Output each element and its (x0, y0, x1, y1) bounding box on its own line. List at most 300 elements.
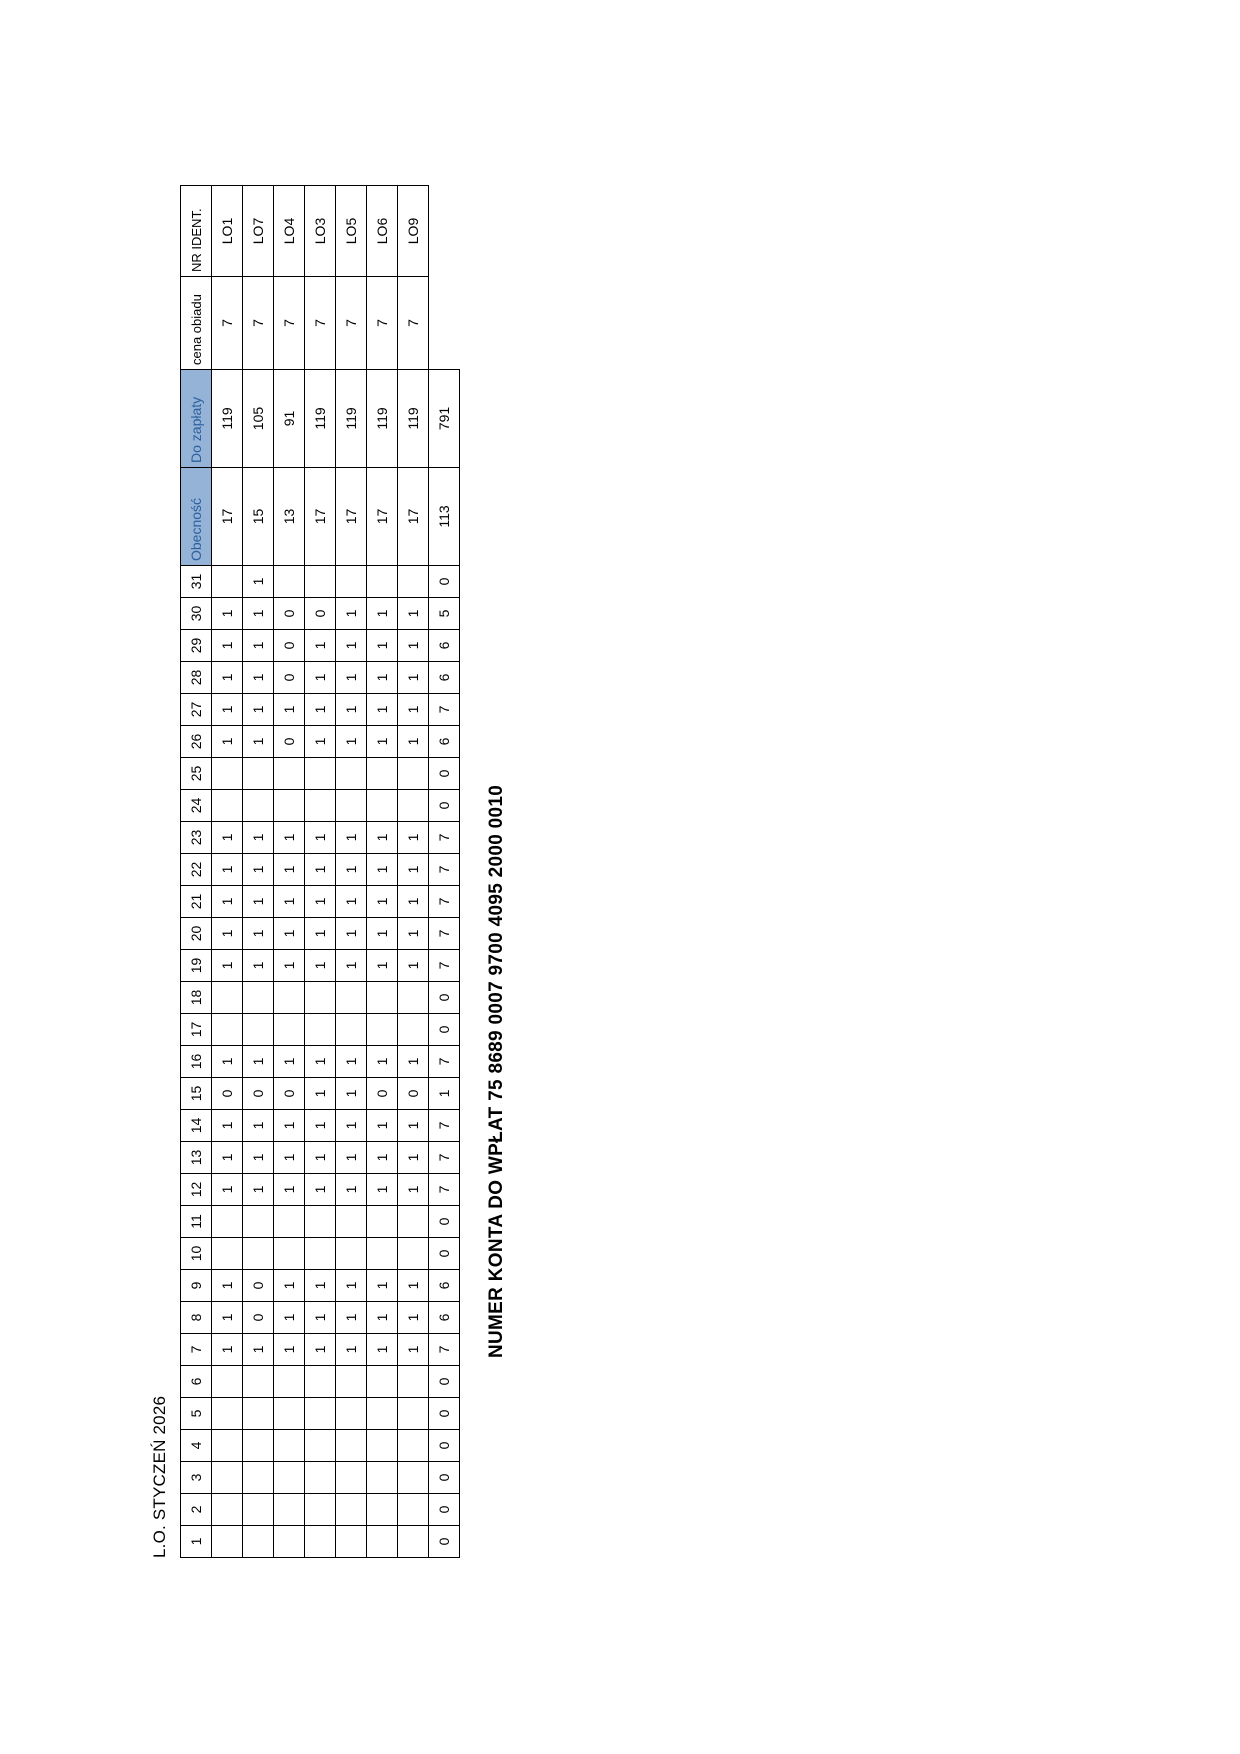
attendance-cell-r4-d11[interactable] (305, 1206, 336, 1238)
attendance-cell-r3-d30[interactable]: 0 (274, 598, 305, 630)
attendance-cell-r2-d18[interactable] (243, 982, 274, 1014)
attendance-cell-r1-d25[interactable] (212, 758, 243, 790)
attendance-cell-r5-d15[interactable]: 1 (336, 1078, 367, 1110)
attendance-cell-r5-d25[interactable] (336, 758, 367, 790)
attendance-cell-r7-d30[interactable]: 1 (398, 598, 429, 630)
attendance-cell-r2-d8[interactable]: 0 (243, 1302, 274, 1334)
attendance-cell-r6-d21[interactable]: 1 (367, 886, 398, 918)
total-day-3: 0 (429, 1462, 460, 1494)
attendance-cell-r4-d13[interactable]: 1 (305, 1142, 336, 1174)
day-header-31: 31 (181, 566, 212, 598)
attendance-cell-r2-d16[interactable]: 1 (243, 1046, 274, 1078)
attendance-cell-r7-d21[interactable]: 1 (398, 886, 429, 918)
attendance-cell-r1-d8[interactable]: 1 (212, 1302, 243, 1334)
attendance-cell-r1-d2[interactable] (212, 1494, 243, 1526)
attendance-cell-r6-d29[interactable]: 1 (367, 630, 398, 662)
attendance-cell-r7-d7[interactable]: 1 (398, 1334, 429, 1366)
attendance-cell-r4-d30[interactable]: 0 (305, 598, 336, 630)
attendance-cell-r4-d31[interactable] (305, 566, 336, 598)
attendance-cell-r7-d2[interactable] (398, 1494, 429, 1526)
attendance-cell-r2-d28[interactable]: 1 (243, 662, 274, 694)
attendance-cell-r3-d10[interactable] (274, 1238, 305, 1270)
attendance-cell-r7-d11[interactable] (398, 1206, 429, 1238)
attendance-cell-r6-d6[interactable] (367, 1366, 398, 1398)
attendance-cell-r5-d27[interactable]: 1 (336, 694, 367, 726)
attendance-cell-r5-d19[interactable]: 1 (336, 950, 367, 982)
attendance-cell-r7-d8[interactable]: 1 (398, 1302, 429, 1334)
attendance-cell-r4-d21[interactable]: 1 (305, 886, 336, 918)
attendance-cell-r4-d7[interactable]: 1 (305, 1334, 336, 1366)
attendance-cell-r3-d23[interactable]: 1 (274, 822, 305, 854)
attendance-cell-r3-d22[interactable]: 1 (274, 854, 305, 886)
attendance-cell-r4-d8[interactable]: 1 (305, 1302, 336, 1334)
attendance-cell-r7-d18[interactable] (398, 982, 429, 1014)
attendance-cell-r2-d23[interactable]: 1 (243, 822, 274, 854)
attendance-cell-r3-d29[interactable]: 0 (274, 630, 305, 662)
attendance-cell-r4-d17[interactable] (305, 1014, 336, 1046)
attendance-cell-r4-d5[interactable] (305, 1398, 336, 1430)
total-day-10: 0 (429, 1238, 460, 1270)
attendance-cell-r6-d13[interactable]: 1 (367, 1142, 398, 1174)
attendance-cell-r3-d1[interactable] (274, 1526, 305, 1558)
account-number-line: NUMER KONTA DO WPŁAT 75 8689 0007 9700 4095 2000 0010 (486, 784, 507, 1358)
attendance-cell-r3-d5[interactable] (274, 1398, 305, 1430)
attendance-cell-r2-d17[interactable] (243, 1014, 274, 1046)
attendance-cell-r1-d4[interactable] (212, 1430, 243, 1462)
attendance-cell-r2-d29[interactable]: 1 (243, 630, 274, 662)
attendance-cell-r7-d25[interactable] (398, 758, 429, 790)
attendance-cell-r2-d7[interactable]: 1 (243, 1334, 274, 1366)
attendance-cell-r3-d14[interactable]: 1 (274, 1110, 305, 1142)
attendance-cell-r5-d9[interactable]: 1 (336, 1270, 367, 1302)
attendance-cell-r2-d26[interactable]: 1 (243, 726, 274, 758)
day-header-7: 7 (181, 1334, 212, 1366)
attendance-cell-r3-d17[interactable] (274, 1014, 305, 1046)
attendance-cell-r5-d1[interactable] (336, 1526, 367, 1558)
attendance-cell-r7-d12[interactable]: 1 (398, 1174, 429, 1206)
attendance-cell-r4-d4[interactable] (305, 1430, 336, 1462)
attendance-cell-r6-d12[interactable]: 1 (367, 1174, 398, 1206)
attendance-cell-r7-d3[interactable] (398, 1462, 429, 1494)
attendance-cell-r5-d21[interactable]: 1 (336, 886, 367, 918)
attendance-cell-r7-d4[interactable] (398, 1430, 429, 1462)
presence-value-r6: 17 (367, 468, 398, 566)
attendance-cell-r5-d26[interactable]: 1 (336, 726, 367, 758)
day-header-26: 26 (181, 726, 212, 758)
attendance-cell-r1-d23[interactable]: 1 (212, 822, 243, 854)
attendance-cell-r3-d13[interactable]: 1 (274, 1142, 305, 1174)
attendance-cell-r6-d3[interactable] (367, 1462, 398, 1494)
attendance-cell-r6-d26[interactable]: 1 (367, 726, 398, 758)
attendance-cell-r2-d22[interactable]: 1 (243, 854, 274, 886)
page-title: L.O. STYCZEŃ 2026 (150, 1395, 169, 1558)
attendance-cell-r5-d4[interactable] (336, 1430, 367, 1462)
day-header-19: 19 (181, 950, 212, 982)
attendance-cell-r3-d3[interactable] (274, 1462, 305, 1494)
day-header-24: 24 (181, 790, 212, 822)
attendance-cell-r7-d28[interactable]: 1 (398, 662, 429, 694)
attendance-cell-r7-d14[interactable]: 1 (398, 1110, 429, 1142)
attendance-cell-r6-d22[interactable]: 1 (367, 854, 398, 886)
to-pay-value-r4: 119 (305, 370, 336, 468)
to-pay-value-r7: 119 (398, 370, 429, 468)
attendance-cell-r5-d24[interactable] (336, 790, 367, 822)
attendance-cell-r5-d12[interactable]: 1 (336, 1174, 367, 1206)
to-pay-value-r5: 119 (336, 370, 367, 468)
attendance-cell-r1-d9[interactable]: 1 (212, 1270, 243, 1302)
attendance-cell-r3-d7[interactable]: 1 (274, 1334, 305, 1366)
attendance-cell-r5-d11[interactable] (336, 1206, 367, 1238)
attendance-cell-r7-d15[interactable]: 0 (398, 1078, 429, 1110)
attendance-cell-r6-d25[interactable] (367, 758, 398, 790)
presence-header: Obecność (181, 468, 212, 566)
meal-price-r4: 7 (305, 277, 336, 370)
attendance-cell-r4-d24[interactable] (305, 790, 336, 822)
presence-value-r2: 15 (243, 468, 274, 566)
attendance-cell-r6-d7[interactable]: 1 (367, 1334, 398, 1366)
attendance-cell-r7-d13[interactable]: 1 (398, 1142, 429, 1174)
day-header-6: 6 (181, 1366, 212, 1398)
attendance-cell-r1-d10[interactable] (212, 1238, 243, 1270)
attendance-cell-r1-d5[interactable] (212, 1398, 243, 1430)
day-header-1: 1 (181, 1526, 212, 1558)
attendance-cell-r3-d18[interactable] (274, 982, 305, 1014)
attendance-cell-r2-d11[interactable] (243, 1206, 274, 1238)
attendance-cell-r1-d27[interactable]: 1 (212, 694, 243, 726)
attendance-cell-r3-d11[interactable] (274, 1206, 305, 1238)
attendance-cell-r2-d13[interactable]: 1 (243, 1142, 274, 1174)
attendance-cell-r6-d31[interactable] (367, 566, 398, 598)
attendance-cell-r3-d4[interactable] (274, 1430, 305, 1462)
total-day-18: 0 (429, 982, 460, 1014)
attendance-cell-r2-d20[interactable]: 1 (243, 918, 274, 950)
attendance-cell-r4-d26[interactable]: 1 (305, 726, 336, 758)
attendance-table (180, 185, 460, 1558)
day-header-14: 14 (181, 1110, 212, 1142)
attendance-cell-r5-d30[interactable]: 1 (336, 598, 367, 630)
table-row (336, 186, 367, 1558)
totals-row (429, 186, 460, 1558)
day-header-20: 20 (181, 918, 212, 950)
attendance-cell-r6-d15[interactable]: 0 (367, 1078, 398, 1110)
attendance-cell-r7-d20[interactable]: 1 (398, 918, 429, 950)
attendance-cell-r4-d29[interactable]: 1 (305, 630, 336, 662)
attendance-cell-r3-d6[interactable] (274, 1366, 305, 1398)
attendance-cell-r5-d20[interactable]: 1 (336, 918, 367, 950)
table-row (243, 186, 274, 1558)
presence-value-r3: 13 (274, 468, 305, 566)
total-day-20: 7 (429, 918, 460, 950)
attendance-cell-r5-d31[interactable] (336, 566, 367, 598)
attendance-cell-r5-d17[interactable] (336, 1014, 367, 1046)
attendance-cell-r6-d16[interactable]: 1 (367, 1046, 398, 1078)
attendance-cell-r1-d18[interactable] (212, 982, 243, 1014)
attendance-cell-r6-d17[interactable] (367, 1014, 398, 1046)
to-pay-value-r6: 119 (367, 370, 398, 468)
attendance-cell-r2-d19[interactable]: 1 (243, 950, 274, 982)
attendance-cell-r1-d26[interactable]: 1 (212, 726, 243, 758)
attendance-cell-r2-d24[interactable] (243, 790, 274, 822)
attendance-cell-r1-d29[interactable]: 1 (212, 630, 243, 662)
attendance-cell-r5-d22[interactable]: 1 (336, 854, 367, 886)
attendance-cell-r4-d14[interactable]: 1 (305, 1110, 336, 1142)
attendance-cell-r4-d25[interactable] (305, 758, 336, 790)
to-pay-header: Do zapłaty (181, 370, 212, 468)
presence-value-r7: 17 (398, 468, 429, 566)
table-row (367, 186, 398, 1558)
attendance-cell-r4-d22[interactable]: 1 (305, 854, 336, 886)
attendance-cell-r6-d28[interactable]: 1 (367, 662, 398, 694)
attendance-cell-r5-d8[interactable]: 1 (336, 1302, 367, 1334)
day-header-10: 10 (181, 1238, 212, 1270)
day-header-4: 4 (181, 1430, 212, 1462)
attendance-cell-r2-d12[interactable]: 1 (243, 1174, 274, 1206)
attendance-cell-r6-d8[interactable]: 1 (367, 1302, 398, 1334)
attendance-cell-r6-d5[interactable] (367, 1398, 398, 1430)
total-day-22: 7 (429, 854, 460, 886)
attendance-cell-r5-d23[interactable]: 1 (336, 822, 367, 854)
attendance-cell-r4-d12[interactable]: 1 (305, 1174, 336, 1206)
attendance-cell-r4-d1[interactable] (305, 1526, 336, 1558)
attendance-cell-r1-d12[interactable]: 1 (212, 1174, 243, 1206)
attendance-cell-r1-d6[interactable] (212, 1366, 243, 1398)
attendance-cell-r2-d30[interactable]: 1 (243, 598, 274, 630)
attendance-cell-r1-d11[interactable] (212, 1206, 243, 1238)
attendance-cell-r5-d16[interactable]: 1 (336, 1046, 367, 1078)
attendance-cell-r3-d12[interactable]: 1 (274, 1174, 305, 1206)
attendance-cell-r6-d30[interactable]: 1 (367, 598, 398, 630)
meal-price-r3: 7 (274, 277, 305, 370)
attendance-cell-r1-d16[interactable]: 1 (212, 1046, 243, 1078)
total-day-28: 6 (429, 662, 460, 694)
total-day-26: 6 (429, 726, 460, 758)
attendance-cell-r7-d17[interactable] (398, 1014, 429, 1046)
total-day-8: 6 (429, 1302, 460, 1334)
attendance-cell-r3-d15[interactable]: 0 (274, 1078, 305, 1110)
attendance-cell-r3-d27[interactable]: 1 (274, 694, 305, 726)
attendance-cell-r2-d21[interactable]: 1 (243, 886, 274, 918)
total-day-23: 7 (429, 822, 460, 854)
attendance-cell-r6-d1[interactable] (367, 1526, 398, 1558)
day-header-9: 9 (181, 1270, 212, 1302)
attendance-cell-r3-d19[interactable]: 1 (274, 950, 305, 982)
attendance-cell-r5-d6[interactable] (336, 1366, 367, 1398)
attendance-cell-r7-d10[interactable] (398, 1238, 429, 1270)
attendance-cell-r6-d19[interactable]: 1 (367, 950, 398, 982)
attendance-cell-r3-d8[interactable]: 1 (274, 1302, 305, 1334)
attendance-cell-r3-d31[interactable] (274, 566, 305, 598)
attendance-cell-r2-d15[interactable]: 0 (243, 1078, 274, 1110)
attendance-cell-r5-d2[interactable] (336, 1494, 367, 1526)
ident-r5: LO5 (336, 186, 367, 277)
attendance-cell-r4-d20[interactable]: 1 (305, 918, 336, 950)
day-header-30: 30 (181, 598, 212, 630)
total-day-9: 6 (429, 1270, 460, 1302)
total-day-25: 0 (429, 758, 460, 790)
day-header-16: 16 (181, 1046, 212, 1078)
day-header-15: 15 (181, 1078, 212, 1110)
attendance-cell-r3-d28[interactable]: 0 (274, 662, 305, 694)
attendance-cell-r7-d5[interactable] (398, 1398, 429, 1430)
attendance-cell-r5-d10[interactable] (336, 1238, 367, 1270)
attendance-cell-r1-d14[interactable]: 1 (212, 1110, 243, 1142)
attendance-cell-r5-d5[interactable] (336, 1398, 367, 1430)
attendance-cell-r2-d1[interactable] (243, 1526, 274, 1558)
attendance-cell-r6-d27[interactable]: 1 (367, 694, 398, 726)
presence-value-r5: 17 (336, 468, 367, 566)
total-day-5: 0 (429, 1398, 460, 1430)
attendance-cell-r1-d20[interactable]: 1 (212, 918, 243, 950)
day-header-3: 3 (181, 1462, 212, 1494)
total-day-11: 0 (429, 1206, 460, 1238)
attendance-cell-r6-d4[interactable] (367, 1430, 398, 1462)
attendance-cell-r7-d27[interactable]: 1 (398, 694, 429, 726)
attendance-cell-r1-d17[interactable] (212, 1014, 243, 1046)
total-to-pay: 791 (429, 370, 460, 468)
total-day-4: 0 (429, 1430, 460, 1462)
meal-price-r1: 7 (212, 277, 243, 370)
attendance-cell-r4-d16[interactable]: 1 (305, 1046, 336, 1078)
attendance-cell-r1-d28[interactable]: 1 (212, 662, 243, 694)
attendance-cell-r4-d6[interactable] (305, 1366, 336, 1398)
attendance-cell-r3-d24[interactable] (274, 790, 305, 822)
attendance-cell-r5-d7[interactable]: 1 (336, 1334, 367, 1366)
attendance-cell-r1-d30[interactable]: 1 (212, 598, 243, 630)
attendance-cell-r3-d25[interactable] (274, 758, 305, 790)
attendance-cell-r3-d2[interactable] (274, 1494, 305, 1526)
total-day-13: 7 (429, 1142, 460, 1174)
attendance-cell-r5-d29[interactable]: 1 (336, 630, 367, 662)
attendance-cell-r2-d14[interactable]: 1 (243, 1110, 274, 1142)
table-row (305, 186, 336, 1558)
attendance-cell-r2-d9[interactable]: 0 (243, 1270, 274, 1302)
total-day-16: 7 (429, 1046, 460, 1078)
attendance-cell-r2-d10[interactable] (243, 1238, 274, 1270)
attendance-cell-r4-d18[interactable] (305, 982, 336, 1014)
meal-price-r5: 7 (336, 277, 367, 370)
attendance-cell-r5-d13[interactable]: 1 (336, 1142, 367, 1174)
totals-spacer-price (429, 277, 460, 370)
day-header-18: 18 (181, 982, 212, 1014)
total-day-27: 7 (429, 694, 460, 726)
attendance-cell-r6-d10[interactable] (367, 1238, 398, 1270)
attendance-cell-r2-d5[interactable] (243, 1398, 274, 1430)
attendance-cell-r3-d16[interactable]: 1 (274, 1046, 305, 1078)
attendance-cell-r6-d14[interactable]: 1 (367, 1110, 398, 1142)
attendance-cell-r1-d24[interactable] (212, 790, 243, 822)
ident-r6: LO6 (367, 186, 398, 277)
total-day-19: 7 (429, 950, 460, 982)
attendance-cell-r1-d1[interactable] (212, 1526, 243, 1558)
attendance-cell-r5-d14[interactable]: 1 (336, 1110, 367, 1142)
attendance-cell-r2-d6[interactable] (243, 1366, 274, 1398)
attendance-cell-r5-d18[interactable] (336, 982, 367, 1014)
attendance-cell-r4-d9[interactable]: 1 (305, 1270, 336, 1302)
attendance-cell-r3-d26[interactable]: 0 (274, 726, 305, 758)
meal-price-r6: 7 (367, 277, 398, 370)
attendance-cell-r7-d26[interactable]: 1 (398, 726, 429, 758)
attendance-cell-r2-d31[interactable]: 1 (243, 566, 274, 598)
total-day-17: 0 (429, 1014, 460, 1046)
attendance-cell-r4-d10[interactable] (305, 1238, 336, 1270)
attendance-cell-r5-d28[interactable]: 1 (336, 662, 367, 694)
attendance-cell-r4-d19[interactable]: 1 (305, 950, 336, 982)
attendance-cell-r4-d23[interactable]: 1 (305, 822, 336, 854)
attendance-cell-r7-d9[interactable]: 1 (398, 1270, 429, 1302)
attendance-cell-r7-d23[interactable]: 1 (398, 822, 429, 854)
attendance-cell-r6-d23[interactable]: 1 (367, 822, 398, 854)
attendance-cell-r5-d3[interactable] (336, 1462, 367, 1494)
ident-r4: LO3 (305, 186, 336, 277)
attendance-cell-r1-d13[interactable]: 1 (212, 1142, 243, 1174)
attendance-cell-r2-d4[interactable] (243, 1430, 274, 1462)
attendance-cell-r6-d20[interactable]: 1 (367, 918, 398, 950)
attendance-cell-r4-d27[interactable]: 1 (305, 694, 336, 726)
attendance-cell-r2-d25[interactable] (243, 758, 274, 790)
total-day-7: 7 (429, 1334, 460, 1366)
table-row (274, 186, 305, 1558)
attendance-cell-r2-d2[interactable] (243, 1494, 274, 1526)
attendance-cell-r6-d2[interactable] (367, 1494, 398, 1526)
attendance-cell-r1-d15[interactable]: 0 (212, 1078, 243, 1110)
attendance-cell-r2-d27[interactable]: 1 (243, 694, 274, 726)
attendance-cell-r6-d24[interactable] (367, 790, 398, 822)
attendance-cell-r4-d28[interactable]: 1 (305, 662, 336, 694)
to-pay-value-r3: 91 (274, 370, 305, 468)
total-day-31: 0 (429, 566, 460, 598)
attendance-cell-r7-d29[interactable]: 1 (398, 630, 429, 662)
attendance-cell-r6-d18[interactable] (367, 982, 398, 1014)
attendance-cell-r1-d22[interactable]: 1 (212, 854, 243, 886)
total-day-21: 7 (429, 886, 460, 918)
attendance-cell-r1-d3[interactable] (212, 1462, 243, 1494)
attendance-cell-r1-d31[interactable] (212, 566, 243, 598)
attendance-cell-r4-d2[interactable] (305, 1494, 336, 1526)
attendance-cell-r3-d21[interactable]: 1 (274, 886, 305, 918)
attendance-cell-r1-d21[interactable]: 1 (212, 886, 243, 918)
attendance-cell-r3-d20[interactable]: 1 (274, 918, 305, 950)
attendance-cell-r1-d19[interactable]: 1 (212, 950, 243, 982)
attendance-cell-r3-d9[interactable]: 1 (274, 1270, 305, 1302)
ident-header: NR IDENT. (181, 186, 212, 277)
table-header-row (181, 186, 212, 1558)
attendance-cell-r7-d1[interactable] (398, 1526, 429, 1558)
ident-r1: LO1 (212, 186, 243, 277)
attendance-cell-r4-d15[interactable]: 1 (305, 1078, 336, 1110)
total-day-1: 0 (429, 1526, 460, 1558)
attendance-cell-r4-d3[interactable] (305, 1462, 336, 1494)
day-header-17: 17 (181, 1014, 212, 1046)
attendance-cell-r7-d24[interactable] (398, 790, 429, 822)
total-day-12: 7 (429, 1174, 460, 1206)
attendance-cell-r7-d22[interactable]: 1 (398, 854, 429, 886)
attendance-cell-r7-d19[interactable]: 1 (398, 950, 429, 982)
attendance-cell-r6-d11[interactable] (367, 1206, 398, 1238)
day-header-11: 11 (181, 1206, 212, 1238)
attendance-cell-r7-d31[interactable] (398, 566, 429, 598)
attendance-cell-r7-d6[interactable] (398, 1366, 429, 1398)
total-day-15: 1 (429, 1078, 460, 1110)
table-row (212, 186, 243, 1558)
attendance-cell-r2-d3[interactable] (243, 1462, 274, 1494)
ident-r2: LO7 (243, 186, 274, 277)
attendance-cell-r6-d9[interactable]: 1 (367, 1270, 398, 1302)
attendance-cell-r1-d7[interactable]: 1 (212, 1334, 243, 1366)
presence-value-r1: 17 (212, 468, 243, 566)
to-pay-value-r2: 105 (243, 370, 274, 468)
day-header-22: 22 (181, 854, 212, 886)
attendance-cell-r7-d16[interactable]: 1 (398, 1046, 429, 1078)
